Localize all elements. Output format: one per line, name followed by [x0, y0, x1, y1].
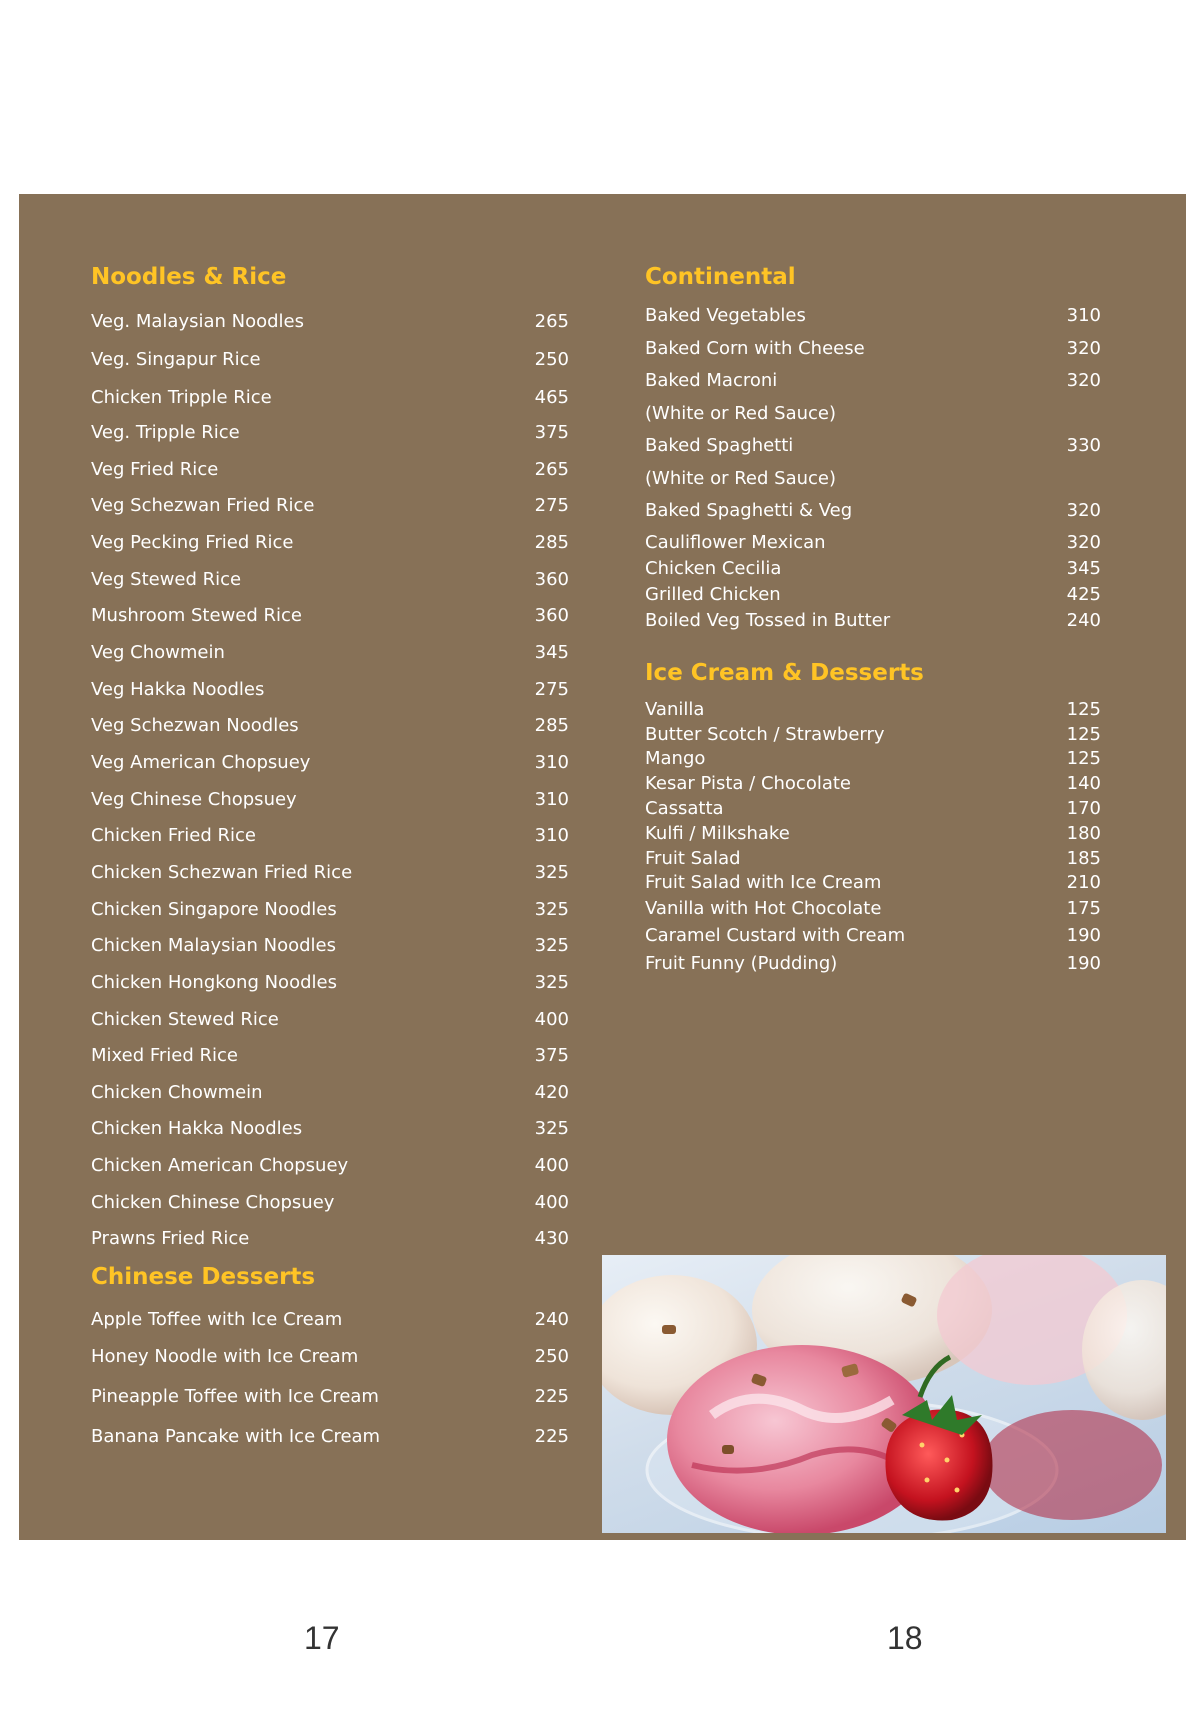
- item-price: 240: [1066, 610, 1101, 631]
- item-price: 310: [1066, 305, 1101, 326]
- menu-item: [645, 950, 1125, 978]
- item-price: 310: [534, 752, 569, 773]
- item-name: Veg Schezwan Noodles: [91, 715, 299, 736]
- item-name: (White or Red Sauce): [645, 403, 836, 424]
- menu-item: [91, 1383, 571, 1411]
- item-name: Honey Noodle with Ice Cream: [91, 1346, 359, 1367]
- item-name: Baked Spaghetti & Veg: [645, 500, 853, 521]
- item-name: Fruit Salad: [645, 848, 741, 869]
- section-title-chinese-desserts: Chinese Desserts: [91, 1264, 316, 1290]
- menu-item: [91, 1423, 571, 1451]
- page-number-left: 17: [304, 1620, 340, 1656]
- item-name: Chicken Malaysian Noodles: [91, 935, 337, 956]
- item-name: Vanilla with Hot Chocolate: [645, 898, 882, 919]
- menu-item: [91, 749, 571, 777]
- page-number-right: 18: [887, 1620, 923, 1656]
- item-price: 285: [534, 532, 569, 553]
- menu-item: [91, 822, 571, 850]
- section-title-noodles: Noodles & Rice: [91, 264, 287, 290]
- menu-item: [645, 581, 1125, 609]
- menu-item: [91, 639, 571, 667]
- item-price: 345: [1066, 558, 1101, 579]
- item-price: 190: [1066, 953, 1101, 974]
- item-name: Baked Spaghetti: [645, 435, 794, 456]
- menu-item: [91, 969, 571, 997]
- item-price: 275: [534, 679, 569, 700]
- item-name: Cauliflower Mexican: [645, 532, 826, 553]
- menu-item: [91, 1152, 571, 1180]
- item-name: (White or Red Sauce): [645, 468, 836, 489]
- item-price: 190: [1066, 925, 1101, 946]
- item-name: Pineapple Toffee with Ice Cream: [91, 1386, 379, 1407]
- item-price: 175: [1066, 898, 1101, 919]
- item-name: Cassatta: [645, 798, 724, 819]
- item-price: 180: [1066, 823, 1101, 844]
- item-price: 310: [534, 789, 569, 810]
- item-price: 240: [534, 1309, 569, 1330]
- item-name: Butter Scotch / Strawberry: [645, 724, 885, 745]
- item-price: 400: [534, 1009, 569, 1030]
- menu-item: [91, 384, 571, 412]
- item-price: 375: [534, 422, 569, 443]
- menu-item: [645, 895, 1125, 923]
- menu-item: [91, 419, 571, 447]
- menu-item: [91, 456, 571, 484]
- menu-item: [91, 932, 571, 960]
- menu-item: [91, 1306, 571, 1334]
- item-price: 325: [534, 1118, 569, 1139]
- menu-item: [645, 335, 1125, 363]
- item-name: Veg Fried Rice: [91, 459, 219, 480]
- item-price: 275: [534, 495, 569, 516]
- menu-item: [91, 1225, 571, 1253]
- item-name: Veg. Singapur Rice: [91, 349, 261, 370]
- menu-item: [645, 302, 1125, 330]
- menu-item: [645, 770, 1125, 798]
- menu-item: [91, 308, 571, 336]
- item-price: 185: [1066, 848, 1101, 869]
- item-price: 320: [1066, 338, 1101, 359]
- item-price: 465: [534, 387, 569, 408]
- menu-item: [645, 696, 1125, 724]
- menu-item: [91, 566, 571, 594]
- item-price: 320: [1066, 500, 1101, 521]
- item-name: Baked Macroni: [645, 370, 778, 391]
- item-name: Baked Corn with Cheese: [645, 338, 865, 359]
- item-name: Kesar Pista / Chocolate: [645, 773, 852, 794]
- menu-item: [645, 820, 1125, 848]
- item-name: Baked Vegetables: [645, 305, 806, 326]
- menu-item: [91, 859, 571, 887]
- item-price: 345: [534, 642, 569, 663]
- item-name: Chicken Singapore Noodles: [91, 899, 337, 920]
- menu-item: [91, 602, 571, 630]
- item-price: 225: [534, 1386, 569, 1407]
- menu-item: [645, 745, 1125, 773]
- item-name: Veg Stewed Rice: [91, 569, 242, 590]
- menu-item: [91, 1006, 571, 1034]
- menu-item: [91, 786, 571, 814]
- section-title-continental: Continental: [645, 264, 796, 290]
- menu-item: [91, 1042, 571, 1070]
- item-price: 425: [1066, 584, 1101, 605]
- item-name: Veg. Tripple Rice: [91, 422, 240, 443]
- menu-item: [645, 497, 1125, 525]
- item-price: 285: [534, 715, 569, 736]
- item-price: 125: [1066, 748, 1101, 769]
- menu-item: [645, 922, 1125, 950]
- item-name: Apple Toffee with Ice Cream: [91, 1309, 343, 1330]
- item-name: Veg Chinese Chopsuey: [91, 789, 297, 810]
- item-name: Caramel Custard with Cream: [645, 925, 906, 946]
- item-price: 360: [534, 569, 569, 590]
- menu-item: [645, 465, 1125, 493]
- menu-panel: [19, 194, 1186, 1540]
- menu-item: [645, 367, 1125, 395]
- ice-cream-illustration: [602, 1255, 1166, 1533]
- item-price: 430: [534, 1228, 569, 1249]
- item-name: Chicken American Chopsuey: [91, 1155, 349, 1176]
- item-price: 325: [534, 899, 569, 920]
- item-name: Chicken Schezwan Fried Rice: [91, 862, 353, 883]
- menu-item: [91, 1079, 571, 1107]
- menu-item: [91, 346, 571, 374]
- item-price: 210: [1066, 872, 1101, 893]
- item-price: 125: [1066, 699, 1101, 720]
- item-name: Chicken Cecilia: [645, 558, 782, 579]
- item-name: Vanilla: [645, 699, 705, 720]
- menu-item: [645, 869, 1125, 897]
- item-price: 265: [534, 311, 569, 332]
- menu-item: [645, 795, 1125, 823]
- menu-item: [645, 607, 1125, 635]
- item-price: 325: [534, 935, 569, 956]
- ice-cream-photo: [602, 1255, 1166, 1533]
- item-name: Chicken Chinese Chopsuey: [91, 1192, 335, 1213]
- item-name: Chicken Hakka Noodles: [91, 1118, 303, 1139]
- item-price: 400: [534, 1192, 569, 1213]
- section-title-ice-cream: Ice Cream & Desserts: [645, 660, 924, 686]
- menu-item: [91, 492, 571, 520]
- menu-item: [91, 1189, 571, 1217]
- item-name: Mushroom Stewed Rice: [91, 605, 302, 626]
- item-name: Veg. Malaysian Noodles: [91, 311, 305, 332]
- item-name: Veg Schezwan Fried Rice: [91, 495, 315, 516]
- item-name: Veg Pecking Fried Rice: [91, 532, 294, 553]
- item-price: 125: [1066, 724, 1101, 745]
- menu-item: [91, 529, 571, 557]
- item-price: 310: [534, 825, 569, 846]
- item-price: 325: [534, 972, 569, 993]
- item-price: 250: [534, 349, 569, 370]
- item-name: Fruit Funny (Pudding): [645, 953, 838, 974]
- item-name: Mango: [645, 748, 706, 769]
- item-price: 265: [534, 459, 569, 480]
- item-price: 420: [534, 1082, 569, 1103]
- item-name: Chicken Hongkong Noodles: [91, 972, 337, 993]
- item-name: Grilled Chicken: [645, 584, 781, 605]
- item-price: 225: [534, 1426, 569, 1447]
- item-price: 400: [534, 1155, 569, 1176]
- menu-item: [91, 712, 571, 740]
- menu-item: [645, 529, 1125, 557]
- item-price: 320: [1066, 532, 1101, 553]
- item-name: Mixed Fried Rice: [91, 1045, 238, 1066]
- item-name: Chicken Fried Rice: [91, 825, 257, 846]
- item-name: Veg Hakka Noodles: [91, 679, 265, 700]
- item-name: Chicken Tripple Rice: [91, 387, 272, 408]
- item-price: 250: [534, 1346, 569, 1367]
- item-name: Boiled Veg Tossed in Butter: [645, 610, 891, 631]
- item-price: 170: [1066, 798, 1101, 819]
- menu-item: [645, 400, 1125, 428]
- item-price: 140: [1066, 773, 1101, 794]
- item-name: Banana Pancake with Ice Cream: [91, 1426, 381, 1447]
- item-name: Chicken Chowmein: [91, 1082, 263, 1103]
- item-price: 360: [534, 605, 569, 626]
- menu-item: [91, 1115, 571, 1143]
- item-name: Chicken Stewed Rice: [91, 1009, 279, 1030]
- menu-item: [91, 676, 571, 704]
- item-price: 320: [1066, 370, 1101, 391]
- item-price: 330: [1066, 435, 1101, 456]
- menu-item: [645, 555, 1125, 583]
- menu-item: [645, 432, 1125, 460]
- menu-item: [91, 896, 571, 924]
- item-name: Veg American Chopsuey: [91, 752, 311, 773]
- menu-item: [91, 1343, 571, 1371]
- item-price: 375: [534, 1045, 569, 1066]
- item-price: 325: [534, 862, 569, 883]
- item-name: Prawns Fried Rice: [91, 1228, 250, 1249]
- item-name: Kulfi / Milkshake: [645, 823, 790, 844]
- item-name: Veg Chowmein: [91, 642, 225, 663]
- item-name: Fruit Salad with Ice Cream: [645, 872, 882, 893]
